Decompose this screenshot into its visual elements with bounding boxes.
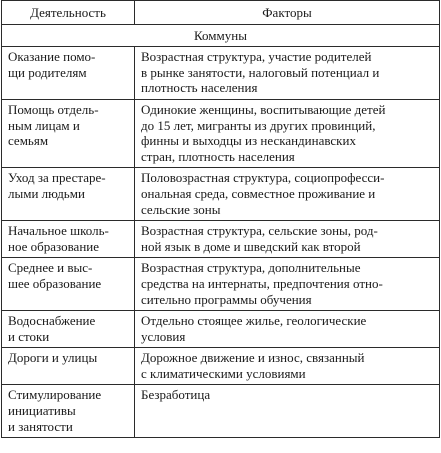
activity-text: Помощь отдель- ным лицам и семьям <box>8 101 99 149</box>
factors-cell <box>135 221 440 258</box>
activity-text: Водоснабжение и стоки <box>8 313 96 344</box>
header-activity: Деятельность <box>2 1 135 25</box>
activity-cell <box>2 99 135 167</box>
factors-text: Дорожное движение и износ, связанный с климатическими условиями <box>141 350 365 381</box>
activity-text: Дороги и улицы <box>8 350 98 366</box>
factors-text: Отдельно стоящее жилье, геологические условия <box>141 313 367 344</box>
table-row <box>2 258 440 311</box>
factors-text: Половозрастная структура, социопрофесси- ональная среда, совместное проживание и сельские зоны <box>141 170 385 217</box>
factors-cell <box>135 348 440 385</box>
table-row <box>2 385 440 438</box>
factors-text: Возрастная структура, дополнительные средства на интернаты, предпочтения отно- сительно программы обучения <box>141 260 383 307</box>
activity-cell <box>2 221 135 258</box>
factors-cell <box>135 168 440 221</box>
factors-text: Одинокие женщины, воспитывающие детей до 15 лет, мигранты из других провинций, финны и выходцы из нескандинавских стран, плотность населения <box>141 101 386 164</box>
factors-cell <box>135 311 440 348</box>
header-row <box>2 1 440 25</box>
activity-cell <box>2 258 135 311</box>
factors-cell <box>135 385 440 438</box>
table-row <box>2 99 440 167</box>
factors-text: Возрастная структура, сельские зоны, род- ной язык в доме и шведский как второй <box>141 223 378 254</box>
table-row <box>2 168 440 221</box>
factors-cell <box>135 47 440 100</box>
header-factors: Факторы <box>135 1 440 25</box>
table-row <box>2 311 440 348</box>
factors-cell <box>135 258 440 311</box>
table-row <box>2 221 440 258</box>
factors-cell <box>135 99 440 167</box>
table-row <box>2 348 440 385</box>
activity-text: Начальное школь- ное образование <box>8 223 109 254</box>
factors-text: Безработица <box>141 387 211 403</box>
factors-text: Возрастная структура, участие родителей в рынке занятости, налоговый потенциал и плотность населения <box>141 49 380 96</box>
factors-table <box>1 0 440 438</box>
activity-cell <box>2 47 135 100</box>
activity-cell <box>2 385 135 438</box>
activity-text: Стимулирование инициативы и занятости <box>8 387 102 434</box>
section-title: Коммуны <box>2 24 440 47</box>
activity-cell <box>2 348 135 385</box>
section-row <box>2 24 440 47</box>
activity-text: Среднее и выс- шее образование <box>8 260 102 291</box>
activity-text: Уход за престаре- лыми людьми <box>8 170 106 201</box>
activity-text: Оказание помо- щи родителям <box>8 49 96 80</box>
activity-cell <box>2 311 135 348</box>
activity-cell <box>2 168 135 221</box>
table-row <box>2 47 440 100</box>
